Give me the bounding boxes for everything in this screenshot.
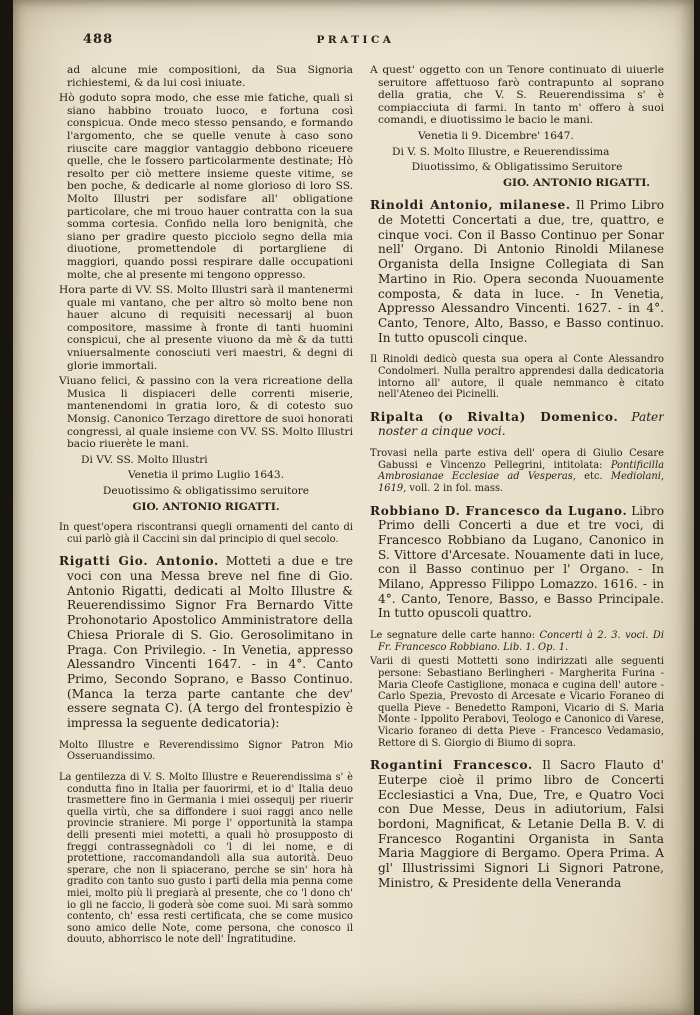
text-segment: La gentilezza di V. S. Molto Illustre e Reuerendissima s' è condutta fino in Italia per fauorirmi, et io d' Italia deuo trasmettere fino in Germania i miei ossequij per riuerir quella virtù, che sa diffondere i suoi raggi anco nelle provincie straniere. Mi porge l' opportunità la stampa delli presenti miei motetti, a quali hò prosupposto di freggi contrassegnàdoli co 'l di lei nome, e di protettione, raccomandandoli alla sua autorità. Deuo sperare, che non li spiacerano, perche se sin' hora hà gradito con tanto suo gusto i parti della mia penna come miei, molto più li pregiarà al presente, che co 'l dono ch' io gli ne faccio, li goderà sòe come suoi. Mi sarà sommo contento, ch' essa resti certificata, che se come musico sono amico delle Note, come persona, che conosco il douuto, abhorrisco le note dell' Ingratitudine. xyxy=(59,772,353,946)
editorial-note xyxy=(370,448,664,494)
text-segment: Le segnature delle carte hanno: xyxy=(370,630,540,642)
text-segment: Di V. S. Molto Illustre, e Reuerendissima xyxy=(392,145,610,158)
running-header: PRATICA xyxy=(316,34,395,46)
text-segment: Molto Illustre e Reverendissimo Signor Patron Mio Osseruandissimo. xyxy=(59,739,353,763)
text-segment: Varii di questi Mottetti sono indirizzati alle seguenti persone: Sebastiano Berlingheri - Margherita Furina - Maria Cleofe Castiglione, monaca e cugina dell' autore - Carlo Spezia, Prevosto di Arcesate e Vicario Foraneo di quella Pieve - Benedetto Ramponi, Vicario di S. Maria Monte - Ippolito Perabovi, Teologo e Canonico di Varese, Vicario foraneo di detta Pieve - Francesco Vedamasio, Rettore di S. Giorgio di Biumo di sopra. xyxy=(370,656,664,749)
signature-line xyxy=(59,501,353,514)
continuation-paragraph xyxy=(59,64,353,89)
book-page xyxy=(13,0,694,1015)
entry-paragraph xyxy=(59,554,353,730)
text-segment: GIO. ANTONIO RIGATTI. xyxy=(132,500,280,513)
text-segment: Il Primo Libro de Motetti Concertati a due, tre, quattro, e cinque voci. Con il Basso Continuo per Sonar nell' Organo. Di Antonio Rinoldi Milanese Organista della Insigne Collegiata di San Martino in Rio. Opera seconda Nuouamente composta, & data in luce. - In Venetia, Appresso Alessandro Vincenti. 1627. - in 4°. Canto, Tenore, Alto, Basso, e Basso continuo. In tutto opuscoli cinque. xyxy=(378,198,664,345)
closing-line xyxy=(370,161,664,174)
text-columns xyxy=(13,64,694,1004)
closing-line xyxy=(59,485,353,498)
signature-line xyxy=(370,177,664,190)
text-segment: Concerti à 2. 3. voci. Di Fr. Francesco Robbiano. Lib. 1. Op. 1. xyxy=(378,630,664,653)
salutation-line xyxy=(370,146,664,159)
text-segment: Deuotissimo & obligatissimo seruitore xyxy=(102,485,310,497)
entry-paragraph xyxy=(370,198,664,345)
text-segment: Hò goduto sopra modo, che esse mie fatiche, quali si siano habbino trouato luoco, e fortuna così conspicua. Onde meco stesso pensando, e formando l'argomento, che se quelle venute à caso sono riuscite care maggior vantaggio debbono riceuere quelle, che le fossero particolarmente destinate; Hò resolto per ciò mettere insieme queste vitime, se ben poche, & dedicarle al nome glorioso di loro SS. Molto Illustri per sodisfare all' obligatione particolare, che mi trouo hauer contratta con la sua somma cortesia. Confido nella loro benignità, che siano per gradire questo picciolo segno della mia diuotione, promettendole di portargliene di maggiori, quando possi respirare dalle occupationi molte, che al presente mi tengono oppresso. xyxy=(59,92,353,281)
editorial-note xyxy=(59,740,353,763)
text-segment: Di VV. SS. Molto Illustri xyxy=(81,453,208,466)
text-segment: Mediolani, 1619, xyxy=(378,471,664,494)
editorial-note xyxy=(59,522,353,545)
text-segment: GIO. ANTONIO RIGATTI. xyxy=(502,176,650,189)
entry-headword: Rigatti Gio. Antonio. xyxy=(59,554,219,569)
text-segment: Pontificilla Ambrosianae Ecclesiae ad Vesperas, xyxy=(378,459,664,483)
text-segment: Motteti a due e tre voci con una Messa breve nel fine di Gio. Antonio Rigatti, dedicati al Molto Illustre & Reuerendissimo Signor Fra Bernardo Vitte Prohonotario Apostolico Amministratore della Chiesa Priorale di S. Gio. Gerosolimitano in Praga. Con Privilegio. - In Venetia, appresso Alessandro Vincenti 1647. - in 4°. Canto Primo, Secondo Soprano, e Basso Continuo. (Manca la terza parte cantante che dev' essere segnata C). (A tergo del frontespizio è impressa la seguente dedicatoria): xyxy=(67,554,353,731)
salutation-line xyxy=(59,454,353,467)
entry-paragraph xyxy=(370,504,664,622)
date-line xyxy=(370,130,664,143)
dedication-paragraph xyxy=(59,375,353,451)
dedication-paragraph xyxy=(370,64,664,127)
editorial-note xyxy=(370,656,664,749)
entry-headword: Robbiano D. Francesco da Lugano. xyxy=(370,503,628,518)
text-segment: Il Sacro Flauto d' Euterpe cioè il primo libro de Concerti Ecclesiastici a Vna, Due, Tre, e Quatro Voci con Due Messe, Deus in adiutorium, Falsi bordoni, Magnificat, & Letanie Della B. V. di Francesco Rogantini Organista in Santa Maria Maggiore di Bergamo. Opera Prima. A gl' Illustrissimi Signori Li Signori Patrone, Ministro, & Presidente della Veneranda xyxy=(378,758,664,890)
editorial-note xyxy=(59,772,353,946)
text-segment: ad alcune mie compositioni, da Sua Signoria richiestemi, & da lui così iniuate. xyxy=(67,64,353,89)
text-segment: Viuano felici, & passino con la vera ricreatione della Musica li dispiaceri delle correnti miserie, mantenendomi in gratia loro, & di cotesto suo Monsig. Canonico Terzago direttore de suoi honorati congressi, al quale insieme con VV. SS. Molto Illustri bacio riuerète le mani. xyxy=(59,375,353,451)
dedication-paragraph xyxy=(59,284,353,372)
text-segment: Hora parte di VV. SS. Molto Illustri sarà il mantenermi quale mi vantano, che per altro sò molto bene non hauer alcuno di requisiti necessarij al buon compositore, massime à fronte di tanti huomini conspicui, che al presente viuono da mè & da tutti vniuersalmente conosciuti veri maestri, & degni di glorie immortali. xyxy=(59,284,353,372)
text-segment: Pater noster a cinque voci. xyxy=(378,409,664,439)
text-segment: etc. xyxy=(575,471,611,483)
page-header xyxy=(59,32,652,50)
entry-paragraph xyxy=(370,410,664,439)
entry-headword: Rogantini Francesco. xyxy=(370,758,533,773)
text-segment: Libro Primo delli Concerti a due et tre voci, di Francesco Robbiano da Lugano, Canonico in S. Vittore d'Arcesate. Nouamente dati in luce, con il Basso continuo per l' Organo. - In Milano, Appresso Filippo Lomazzo. 1616. - in 4°. Canto, Tenore, Basso, e Basso Principale. In tutto opuscoli quattro. xyxy=(378,503,664,621)
text-segment: Trovasi nella parte estiva dell' opera di Giulio Cesare Gabussi e Vincenzo Pellegrini, intitolata: xyxy=(370,448,664,471)
editorial-note xyxy=(370,630,664,653)
right-column xyxy=(370,64,664,1004)
dedication-paragraph xyxy=(59,92,353,281)
left-column xyxy=(59,64,353,1004)
text-segment: voll. 2 in fol. mass. xyxy=(406,482,504,494)
text-segment: Venetia li 9. Dicembre' 1647. xyxy=(418,129,574,142)
text-segment: In quest'opera riscontransi quegli ornamenti del canto di cui parlò già il Caccini sin dal principio di quel secolo. xyxy=(59,522,353,545)
entry-paragraph xyxy=(370,758,664,890)
text-segment: Diuotissimo, & Obligatissimo Seruitore xyxy=(411,161,623,174)
entry-headword: Rinoldi Antonio, milanese. xyxy=(370,198,571,213)
entry-headword: Ripalta (o Rivalta) Domenico. xyxy=(370,409,619,424)
text-segment: Il Rinoldi dedicò questa sua opera al Conte Alessandro Condolmeri. Nulla peraltro apprendesi dalla dedicatoria intorno all' autore, il quale nemmanco è citato nell'Ateneo dei Picinelli. xyxy=(370,354,664,401)
editorial-note xyxy=(370,354,664,400)
text-segment: Venetia il primo Luglio 1643. xyxy=(127,469,285,482)
page-number: 488 xyxy=(83,32,114,47)
date-line xyxy=(59,469,353,482)
text-segment: A quest' oggetto con un Tenore continuato di uiuerle seruitore affettuoso farò contrapunto al soprano della gratia, che V. S. Reuerendissima s' è compiacciuta di farmi. In tanto m' offero à suoi comandi, e diuotissimo le bacio le mani. xyxy=(370,64,664,127)
